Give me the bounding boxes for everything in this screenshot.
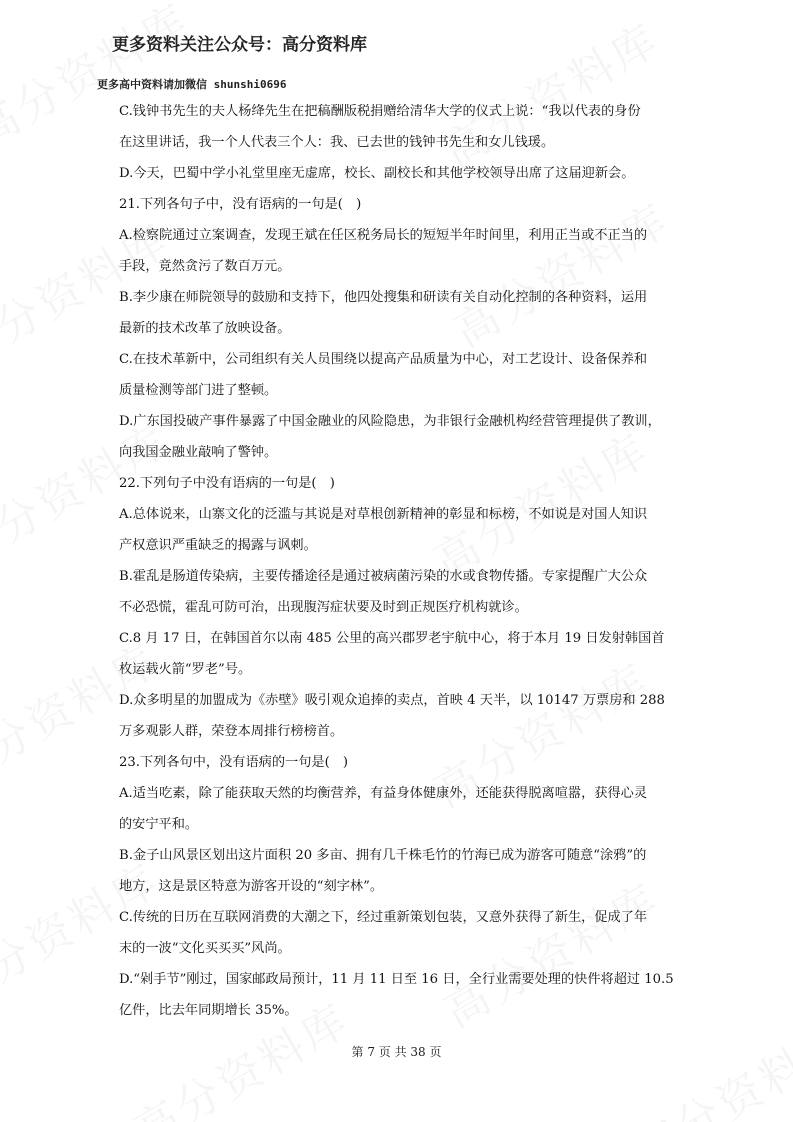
text-line: D.广东国投破产事件暴露了中国金融业的风险隐患，为非银行金融机构经营管理提供了教训， xyxy=(119,414,661,429)
question-heading: 23.下列各句中，没有语病的一句是( ) xyxy=(119,755,349,770)
text-line: 万多观影人群，荣登本周排行榜榜首。 xyxy=(119,724,344,739)
text-line: C.在技术革新中，公司组织有关人员围绕以提高产品质量为中心，对工艺设计、设备保养和 xyxy=(119,352,648,367)
question-heading: 22.下列句子中没有语病的一句是( ) xyxy=(119,476,335,491)
text-line: 产权意识严重缺乏的揭露与讽刺。 xyxy=(119,538,317,553)
text-line: D.“剁手节”刚过，国家邮政局预计，11 月 11 日至 16 日，全行业需要处理的快件将超过 10.5 xyxy=(119,972,674,987)
page-number: 第 7 页 共 38 页 xyxy=(351,1045,442,1059)
text-line: A.适当吃素，除了能获取天然的均衡营养，有益身体健康外，还能获得脱离喧嚣，获得心灵 xyxy=(119,786,648,801)
page-header-wechat: 更多高中资料请加微信 shunshi0696 xyxy=(97,78,287,91)
text-line: B.金子山风景区划出这片面积 20 多亩、拥有几千株毛竹的竹海已成为游客可随意“涂鸦”的 xyxy=(119,848,647,863)
text-line: 在这里讲话，我一个人代表三个人：我、已去世的钱钟书先生和女儿钱瑗。 xyxy=(119,135,555,150)
text-line: C.8 月 17 日，在韩国首尔以南 485 公里的高兴郡罗老宇航中心，将于本月 19 日发射韩国首 xyxy=(119,631,665,646)
text-line: 不必恐慌，霍乱可防可治，出现腹泻症状要及时到正规医疗机构就诊。 xyxy=(119,600,528,615)
question-heading: 21.下列各句子中，没有语病的一句是( ) xyxy=(119,197,362,212)
text-line: 最新的技术改革了放映设备。 xyxy=(119,321,291,336)
text-line: C.传统的日历在互联网消费的大潮之下，经过重新策划包装，又意外获得了新生，促成了年 xyxy=(119,910,648,925)
text-line: 质量检测等部门进了整顿。 xyxy=(119,383,278,398)
text-line: 末的一波“文化买买买”风尚。 xyxy=(119,941,291,956)
text-line: B.李少康在师院领导的鼓励和支持下，他四处搜集和研读有关自动化控制的各种资料，运用 xyxy=(119,290,648,305)
text-line: 枚运载火箭“罗老”号。 xyxy=(119,662,252,677)
text-line: B.霍乱是肠道传染病，主要传播途径是通过被病菌污染的水或食物传播。专家提醒广大公众 xyxy=(119,569,648,584)
page-header-title: 更多资料关注公众号：高分资料库 xyxy=(112,35,367,55)
text-line: D.今天，巴蜀中学小礼堂里座无虚席，校长、副校长和其他学校领导出席了这届迎新会。 xyxy=(119,166,635,181)
text-line: 地方，这是景区特意为游客开设的“刻字林”。 xyxy=(119,879,384,894)
text-line: D.众多明星的加盟成为《赤壁》吸引观众追捧的卖点，首映 4 天半，以 10147 万票房和 288 xyxy=(119,693,665,708)
document-body xyxy=(119,96,679,1026)
text-line: 的安宁平和。 xyxy=(119,817,199,832)
text-line: 手段，竟然贪污了数百万元。 xyxy=(119,259,291,274)
text-line: A.总体说来，山寨文化的泛滥与其说是对草根创新精神的彰显和标榜，不如说是对国人知识 xyxy=(119,507,648,522)
text-line: C.钱钟书先生的夫人杨绛先生在把稿酬版税捐赠给清华大学的仪式上说：“我以代表的身份 xyxy=(119,104,641,119)
text-line: 向我国金融业敲响了警钟。 xyxy=(119,445,278,460)
text-line: 亿件，比去年同期增长 35%。 xyxy=(119,1003,298,1018)
text-line: A.检察院通过立案调查，发现王斌在任区税务局长的短短半年时间里，利用正当或不正当的 xyxy=(119,228,648,243)
